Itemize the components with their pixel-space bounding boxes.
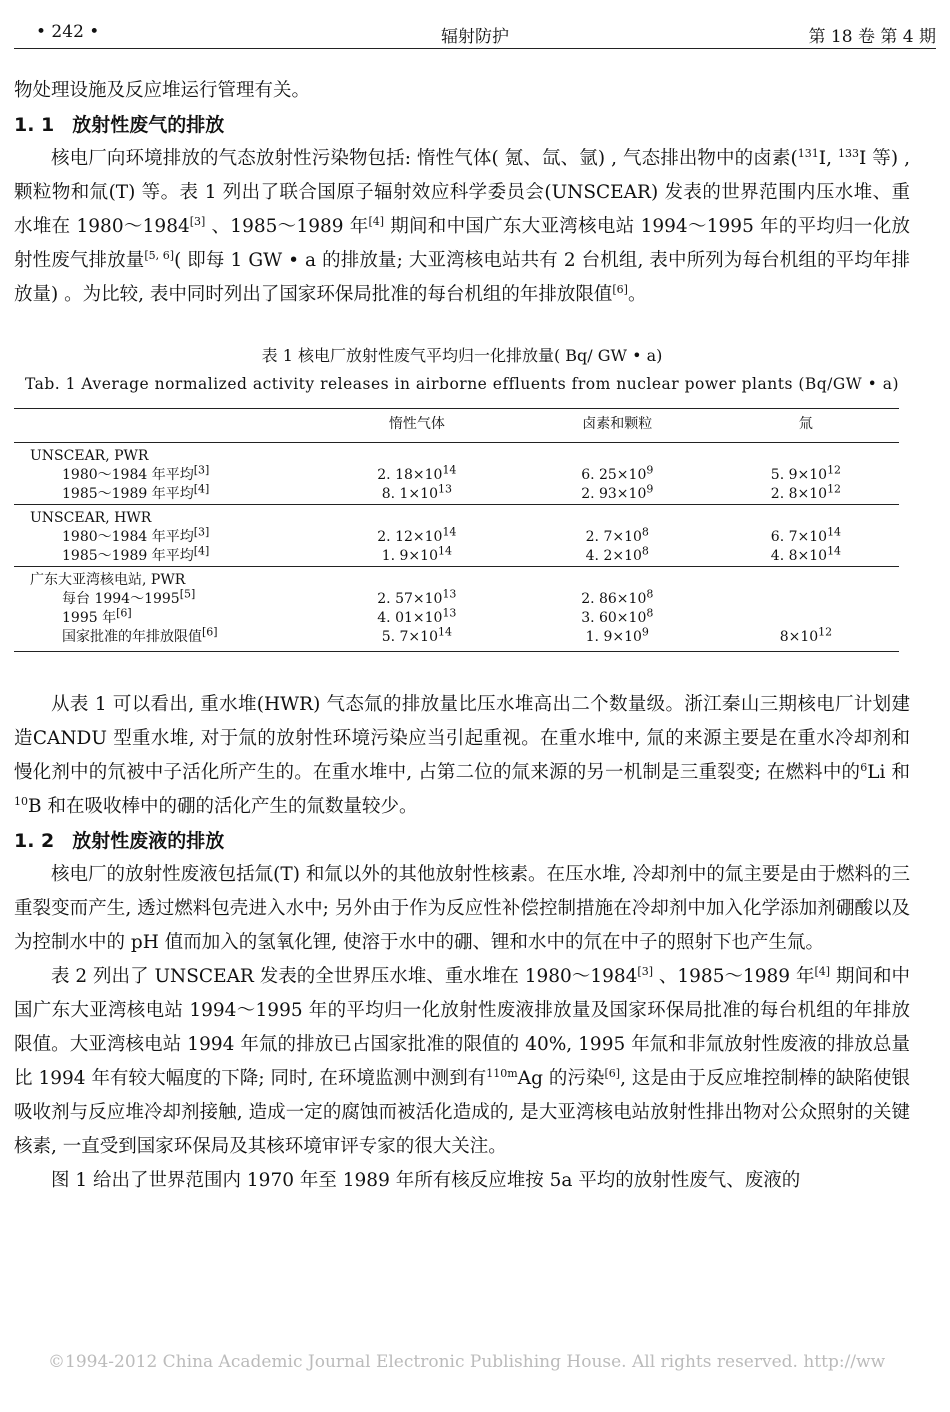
header-cell: 氚 [713,409,899,443]
article-body [14,74,910,1198]
row-label: 1985～1989 年平均[4] [62,482,210,502]
header-cell [14,409,312,443]
citation: [6] [116,606,132,620]
value-cell: 4. $8\times 10^{14}$ [770,544,842,564]
table-group-row [14,567,899,591]
value-cell: 1. $9\times 10^9$ [522,628,713,652]
header-cell: 惰性气体 [312,409,522,443]
citation: [3] [637,964,653,978]
citation: [6] [202,625,218,639]
paragraph-table-discussion: 从表 1 可以看出, 重水堆(HWR) 气态氚的排放量比压水堆高出二个数量级。浙江秦山三期核电厂计划建造CANDU 型重水堆, 对于氚的放射性环境污染应当引起重视。在重水堆中, 氚的来源主要是在重水冷却剂和慢化剂中的氘被中子活化所产生的。在重水堆中, 占第二位的氚来源的另一机制是三重裂变; 在燃料中的$^6$Li 和$^{10}$B 和在吸收棒中的硼的活化产生的氚数量较少。 [14,694,910,817]
value-cell: 2. $12\times 10^{14}$ [377,525,457,545]
table-caption-en: Tab. 1 Average normalized activity releases in airborne effluents from nuclear power plants (Bq/GW • a) [24,375,900,393]
group-label: UNSCEAR, HWR [14,505,899,529]
value-cell: 1. $9\times 10^{14}$ [381,544,452,564]
value-cell: 6. $7\times 10^{14}$ [770,525,842,545]
paragraph-continued: 物处理设施及反应堆运行管理有关。 [14,80,311,101]
group-label: 广东大亚湾核电站, PWR [14,567,899,591]
releases-table [14,408,899,652]
table-row [14,466,899,485]
citation: [3] [193,463,210,477]
value-cell: $8\times 10^{12}$ [713,628,899,652]
value-cell: 2. $18\times 10^{14}$ [377,463,457,483]
table-caption-zh: 表 1 核电厂放射性废气平均归一化排放量( Bq/ GW • a) [261,346,663,365]
table-row [14,628,899,652]
row-label: 每台 1994～1995[5] [62,587,196,607]
value-cell: 2. $7\times 10^8$ [585,525,649,545]
citation: [3] [193,525,210,539]
journal-name: 辐射防护 [441,27,509,47]
row-label: 1980～1984 年平均[3] [62,525,210,545]
section-title: 放射性废液的排放 [72,830,225,852]
running-header [14,18,936,49]
copyright-watermark: ©1994-2012 China Academic Journal Electronic Publishing House. All rights reserved. http://ww [48,1352,886,1372]
value-cell: 4. $01\times 10^{13}$ [377,606,457,626]
value-cell: 5. $9\times 10^{12}$ [770,463,842,483]
value-cell: 2. $8\times 10^{12}$ [770,482,842,502]
paragraph-figure-intro: 图 1 给出了世界范围内 1970 年至 1989 年所有核反应堆按 5a 平均的放射性废气、废液的 [51,1170,801,1191]
header-cell: 卤素和颗粒 [522,409,713,443]
paragraph-liquid-2: 表 2 列出了 UNSCEAR 发表的全世界压水堆、重水堆在 1980～1984[3] 、1985～1989 年[4] 期间和中国广东大亚湾核电站 1994～1995 年的平均归一化放射性废液排放量及国家环保局批准的每台机组的年排放限值。大亚湾核电站 1994 年氚的排放已占国家批准的限值的 40%, 1995 年氚和非氚放射性废液的排放总量比 1994 年有较大幅度的下降; 同时, 在环境监测中测到有$^{110m}$Ag 的污染[6], 这是由于反应堆控制棒的缺陷使银吸收剂与反应堆冷却剂接触, 造成一定的腐蚀而被活化造成的, 是大亚湾核电站放射性排出物对公众照射的关键核素, 一直受到国家环保局及其核环境审评专家的很大关注。 [14,964,910,1157]
paragraph-airborne: 核电厂向环境排放的气态放射性污染物包括: 惰性气体( 氪、氙、氩) , 气态排出物中的卤素($^{131}$I, $^{133}$I 等) , 颗粒物和氚(T) 等。表 1 列出了联合国原子辐射效应科学委员会(UNSCEAR) 发表的世界范围内压水堆、重水堆在 1980～1984[3] 、1985～1989 年[4] 期间和中国广东大亚湾核电站 1994～1995 年的平均归一化放射性废气排放量[5, 6]( 即每 1 GW • a 的排放量; 大亚湾核电站共有 2 台机组, 表中所列为每台机组的平均年排放量) 。为比较, 表中同时列出了国家环保局批准的每台机组的年排放限值[6]。 [14,146,911,305]
table-row [14,590,899,609]
issue-info: 第 18 卷 第 4 期 [808,27,936,47]
value-cell: 6. $25\times 10^9$ [581,463,654,483]
table-group-row [14,505,899,529]
table-row [14,485,899,505]
citation: [4] [368,214,385,228]
citation: [3] [189,214,206,228]
table-row [14,547,899,567]
table-header-row [14,409,899,443]
table-group-row [14,443,899,467]
row-label: 1980～1984 年平均[3] [62,463,210,483]
table-row [14,609,899,628]
value-cell: 5. $7\times 10^{14}$ [312,628,522,652]
row-label: 1985～1989 年平均[4] [62,544,210,564]
table-row [14,528,899,547]
page-number: • 242 • [36,22,100,42]
value-cell: 2. $93\times 10^9$ [581,482,654,502]
row-label: 国家批准的年排放限值[6] [14,628,312,652]
group-label: UNSCEAR, PWR [30,448,149,464]
citation: [4] [193,482,210,496]
paragraph-liquid-1: 核电厂的放射性废液包括氚(T) 和氚以外的其他放射性核素。在压水堆, 冷却剂中的氚主要是由于燃料的三重裂变而产生, 透过燃料包壳进入水中; 另外由于作为反应性补偿控制措施在冷却剂中加入化学添加剂硼酸以及为控制水中的 pH 值而加入的氢氧化锂, 使溶于水中的硼、锂和水中的氘在中子的照射下也产生氚。 [14,864,910,953]
value-cell: 2. $86\times 10^8$ [581,587,654,607]
section-title: 放射性废气的排放 [72,114,225,136]
citation: [4] [193,544,210,558]
citation: [4] [814,964,831,978]
citation: [5, 6] [144,248,175,262]
value-cell [713,609,899,628]
value-cell: 8. $1\times 10^{13}$ [381,482,452,502]
value-cell: 3. $60\times 10^8$ [581,606,654,626]
section-heading-1-1 [14,108,910,142]
value-cell [713,590,899,609]
value-cell: 2. $57\times 10^{13}$ [377,587,457,607]
section-heading-1-2 [14,824,910,858]
citation: [5] [179,587,196,601]
citation: [6] [612,282,628,296]
citation: [6] [604,1066,621,1080]
section-number: 1. 1 [14,114,55,136]
section-number: 1. 2 [14,830,55,852]
row-label: 1995 年[6] [62,606,132,626]
value-cell: 4. $2\times 10^8$ [585,544,649,564]
